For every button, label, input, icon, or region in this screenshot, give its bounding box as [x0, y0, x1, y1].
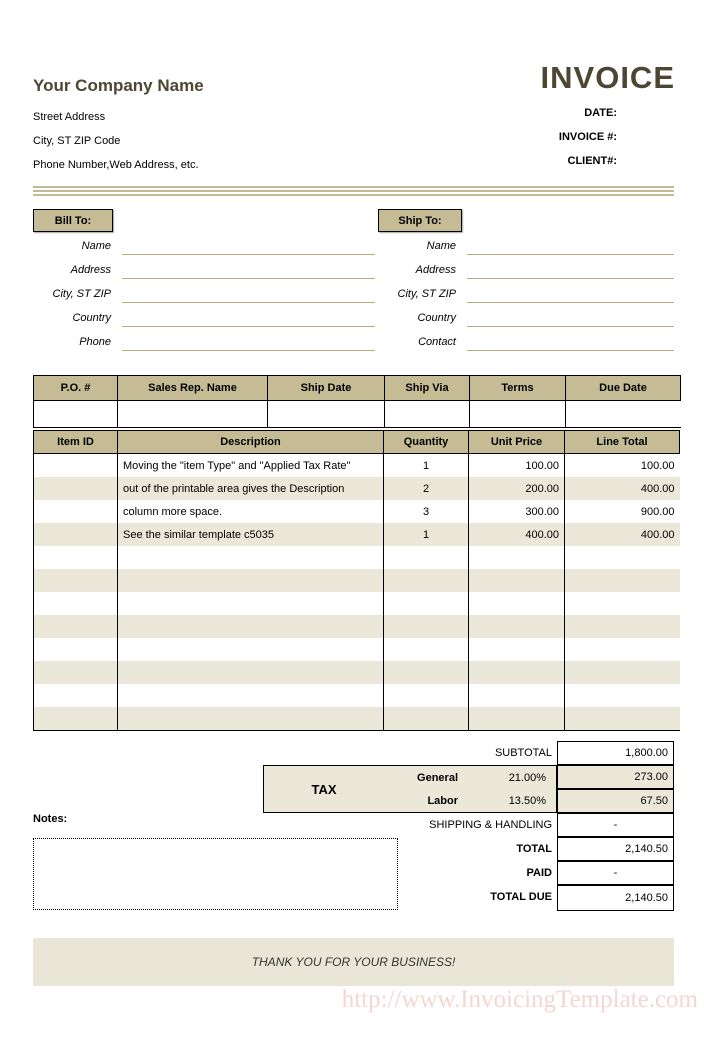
item-description-8[interactable] — [118, 638, 384, 661]
ship-to-button[interactable]: Ship To: — [378, 209, 462, 232]
order-cell-5[interactable] — [566, 401, 681, 428]
order-header-4: Terms — [470, 376, 566, 401]
total-due-value[interactable]: 2,140.50 — [557, 885, 674, 911]
items-header-3: Unit Price — [469, 431, 565, 454]
bill-field-label-1: Address — [70, 264, 111, 276]
subtotal-value[interactable]: 1,800.00 — [557, 741, 674, 765]
ship-field-input-3[interactable] — [467, 309, 674, 327]
shipping-value[interactable]: - — [557, 813, 674, 837]
tax-name-1: Labor — [427, 794, 458, 807]
order-cell-4[interactable] — [470, 401, 566, 428]
tax-rows — [384, 766, 556, 812]
item-description-4[interactable] — [118, 546, 384, 569]
item-id-10[interactable] — [34, 684, 118, 707]
item-unit-price-2[interactable]: 300.00 — [469, 500, 565, 523]
items-header-1: Description — [118, 431, 384, 454]
shipping-label: SHIPPING & HANDLING — [429, 819, 552, 831]
bill-field-input-3[interactable] — [122, 309, 375, 327]
item-row-1 — [34, 477, 680, 500]
bill-field-label-0: Name — [81, 240, 111, 252]
order-cell-0[interactable] — [34, 401, 118, 428]
item-unit-price-10[interactable] — [469, 684, 565, 707]
item-description-2[interactable]: column more space. — [118, 500, 384, 523]
invoice-meta-label-2: CLIENT#: — [567, 155, 617, 167]
item-row-5 — [34, 569, 680, 592]
item-unit-price-9[interactable] — [469, 661, 565, 684]
item-line-total-9[interactable] — [565, 661, 680, 684]
item-id-5[interactable] — [34, 569, 118, 592]
item-description-7[interactable] — [118, 615, 384, 638]
item-description-1[interactable]: out of the printable area gives the Description — [118, 477, 384, 500]
footer-band — [33, 938, 674, 986]
ship-field-label-2: City, ST ZIP — [397, 288, 456, 300]
order-header-0: P.O. # — [34, 376, 118, 401]
line-items-table — [33, 430, 680, 731]
item-unit-price-1[interactable]: 200.00 — [469, 477, 565, 500]
item-line-total-1[interactable]: 400.00 — [565, 477, 680, 500]
bill-field-row-1 — [33, 255, 375, 279]
item-quantity-6[interactable] — [384, 592, 469, 615]
item-quantity-7[interactable] — [384, 615, 469, 638]
paid-value[interactable]: - — [557, 861, 674, 885]
order-cell-3[interactable] — [385, 401, 470, 428]
item-id-11[interactable] — [34, 707, 118, 731]
items-header-2: Quantity — [384, 431, 469, 454]
paid-label: PAID — [526, 867, 552, 879]
ship-field-row-1 — [378, 255, 674, 279]
order-cell-1[interactable] — [118, 401, 268, 428]
order-header-1: Sales Rep. Name — [118, 376, 268, 401]
ship-field-row-2 — [378, 279, 674, 303]
bill-field-row-0 — [33, 231, 375, 255]
item-row-2 — [34, 500, 680, 523]
bill-field-input-0[interactable] — [122, 237, 375, 255]
item-quantity-10[interactable] — [384, 684, 469, 707]
header-divider — [33, 186, 674, 197]
tax-general-amount[interactable]: 273.00 — [557, 765, 674, 789]
bill-field-input-2[interactable] — [122, 285, 375, 303]
item-id-0[interactable] — [34, 454, 118, 478]
item-row-8 — [34, 638, 680, 661]
bill-field-row-4 — [33, 327, 375, 351]
item-row-6 — [34, 592, 680, 615]
thank-you-message: THANK YOU FOR YOUR BUSINESS! — [251, 955, 456, 969]
item-id-3[interactable] — [34, 523, 118, 546]
item-quantity-2[interactable]: 3 — [384, 500, 469, 523]
ship-field-label-3: Country — [417, 312, 456, 324]
item-line-total-8[interactable] — [565, 638, 680, 661]
bill-field-row-3 — [33, 303, 375, 327]
line-items-header-row — [34, 431, 680, 454]
tax-labor-amount[interactable]: 67.50 — [557, 789, 674, 813]
bill-field-row-2 — [33, 279, 375, 303]
ship-field-label-0: Name — [426, 240, 456, 252]
total-due-label: TOTAL DUE — [490, 891, 552, 903]
item-row-9 — [34, 661, 680, 684]
item-quantity-5[interactable] — [384, 569, 469, 592]
order-info-header-row — [34, 376, 681, 401]
item-unit-price-11[interactable] — [469, 707, 565, 731]
item-quantity-9[interactable] — [384, 661, 469, 684]
company-address-line-2: Phone Number,Web Address, etc. — [33, 159, 199, 171]
ship-field-input-4[interactable] — [467, 333, 674, 351]
item-description-5[interactable] — [118, 569, 384, 592]
total-label: TOTAL — [516, 843, 552, 855]
order-cell-2[interactable] — [268, 401, 385, 428]
item-line-total-2[interactable]: 900.00 — [565, 500, 680, 523]
ship-field-label-4: Contact — [418, 336, 456, 348]
item-line-total-11[interactable] — [565, 707, 680, 731]
item-row-3 — [34, 523, 680, 546]
tax-name-0: General — [417, 771, 458, 784]
item-unit-price-5[interactable] — [469, 569, 565, 592]
subtotal-label: SUBTOTAL — [494, 747, 552, 759]
ship-field-row-3 — [378, 303, 674, 327]
bill-field-label-4: Phone — [79, 336, 111, 348]
items-header-4: Line Total — [565, 431, 680, 454]
item-quantity-3[interactable]: 1 — [384, 523, 469, 546]
item-row-10 — [34, 684, 680, 707]
order-info-entry-row — [34, 401, 681, 428]
item-quantity-11[interactable] — [384, 707, 469, 731]
ship-field-row-4 — [378, 327, 674, 351]
item-id-7[interactable] — [34, 615, 118, 638]
tax-label: TAX — [311, 781, 337, 797]
bill-to-button[interactable]: Bill To: — [33, 209, 113, 232]
item-line-total-4[interactable] — [565, 546, 680, 569]
invoice-meta-labels — [559, 102, 617, 174]
tax-row-1 — [384, 789, 556, 812]
ship-field-input-2[interactable] — [467, 285, 674, 303]
company-address-line-1: City, ST ZIP Code — [33, 135, 121, 147]
ship-field-input-1[interactable] — [467, 261, 674, 279]
order-header-3: Ship Via — [385, 376, 470, 401]
notes-label: Notes: — [33, 813, 68, 825]
item-id-2[interactable] — [34, 500, 118, 523]
invoice-title: INVOICE — [540, 60, 675, 95]
bill-field-input-4[interactable] — [122, 333, 375, 351]
company-address-line-0: Street Address — [33, 111, 106, 123]
item-unit-price-4[interactable] — [469, 546, 565, 569]
company-name: Your Company Name — [33, 76, 204, 95]
item-id-9[interactable] — [34, 661, 118, 684]
item-id-1[interactable] — [34, 477, 118, 500]
item-line-total-5[interactable] — [565, 569, 680, 592]
item-quantity-4[interactable] — [384, 546, 469, 569]
item-line-total-7[interactable] — [565, 615, 680, 638]
item-line-total-6[interactable] — [565, 592, 680, 615]
order-info-table — [33, 375, 681, 428]
item-description-0[interactable]: Moving the "item Type" and "Applied Tax Rate" — [118, 454, 384, 478]
line-items-body — [34, 454, 680, 731]
order-header-2: Ship Date — [268, 376, 385, 401]
ship-field-input-0[interactable] — [467, 237, 674, 255]
ship-field-label-1: Address — [415, 264, 456, 276]
item-line-total-3[interactable]: 400.00 — [565, 523, 680, 546]
item-row-7 — [34, 615, 680, 638]
ship-field-row-0 — [378, 231, 674, 255]
item-unit-price-3[interactable]: 400.00 — [469, 523, 565, 546]
item-description-10[interactable] — [118, 684, 384, 707]
item-description-11[interactable] — [118, 707, 384, 731]
item-id-4[interactable] — [34, 546, 118, 569]
invoice-meta-label-0: DATE: — [584, 107, 617, 119]
item-unit-price-7[interactable] — [469, 615, 565, 638]
invoice-meta-label-1: INVOICE #: — [558, 131, 617, 143]
item-line-total-10[interactable] — [565, 684, 680, 707]
bill-field-label-3: Country — [72, 312, 111, 324]
item-id-6[interactable] — [34, 592, 118, 615]
item-quantity-1[interactable]: 2 — [384, 477, 469, 500]
company-address-block — [33, 107, 199, 179]
item-unit-price-8[interactable] — [469, 638, 565, 661]
tax-rate-1[interactable]: 13.50% — [508, 794, 546, 807]
ship-to-fields — [378, 231, 674, 351]
total-value[interactable]: 2,140.50 — [557, 837, 674, 861]
item-line-total-0[interactable]: 100.00 — [565, 454, 680, 478]
item-description-3[interactable]: See the similar template c5035 — [118, 523, 384, 546]
bill-field-input-1[interactable] — [122, 261, 375, 279]
item-row-4 — [34, 546, 680, 569]
item-quantity-8[interactable] — [384, 638, 469, 661]
item-description-9[interactable] — [118, 661, 384, 684]
tax-box — [263, 765, 557, 813]
order-header-5: Due Date — [566, 376, 681, 401]
bill-to-fields — [33, 231, 375, 351]
bill-field-label-2: City, ST ZIP — [52, 288, 111, 300]
items-header-0: Item ID — [34, 431, 118, 454]
watermark-url: http://www.InvoicingTemplate.com — [341, 986, 698, 1013]
item-unit-price-0[interactable]: 100.00 — [469, 454, 565, 478]
item-row-0 — [34, 454, 680, 478]
tax-row-0 — [384, 766, 556, 789]
item-description-6[interactable] — [118, 592, 384, 615]
item-quantity-0[interactable]: 1 — [384, 454, 469, 478]
item-unit-price-6[interactable] — [469, 592, 565, 615]
tax-rate-0[interactable]: 21.00% — [508, 771, 546, 784]
item-row-11 — [34, 707, 680, 731]
item-id-8[interactable] — [34, 638, 118, 661]
